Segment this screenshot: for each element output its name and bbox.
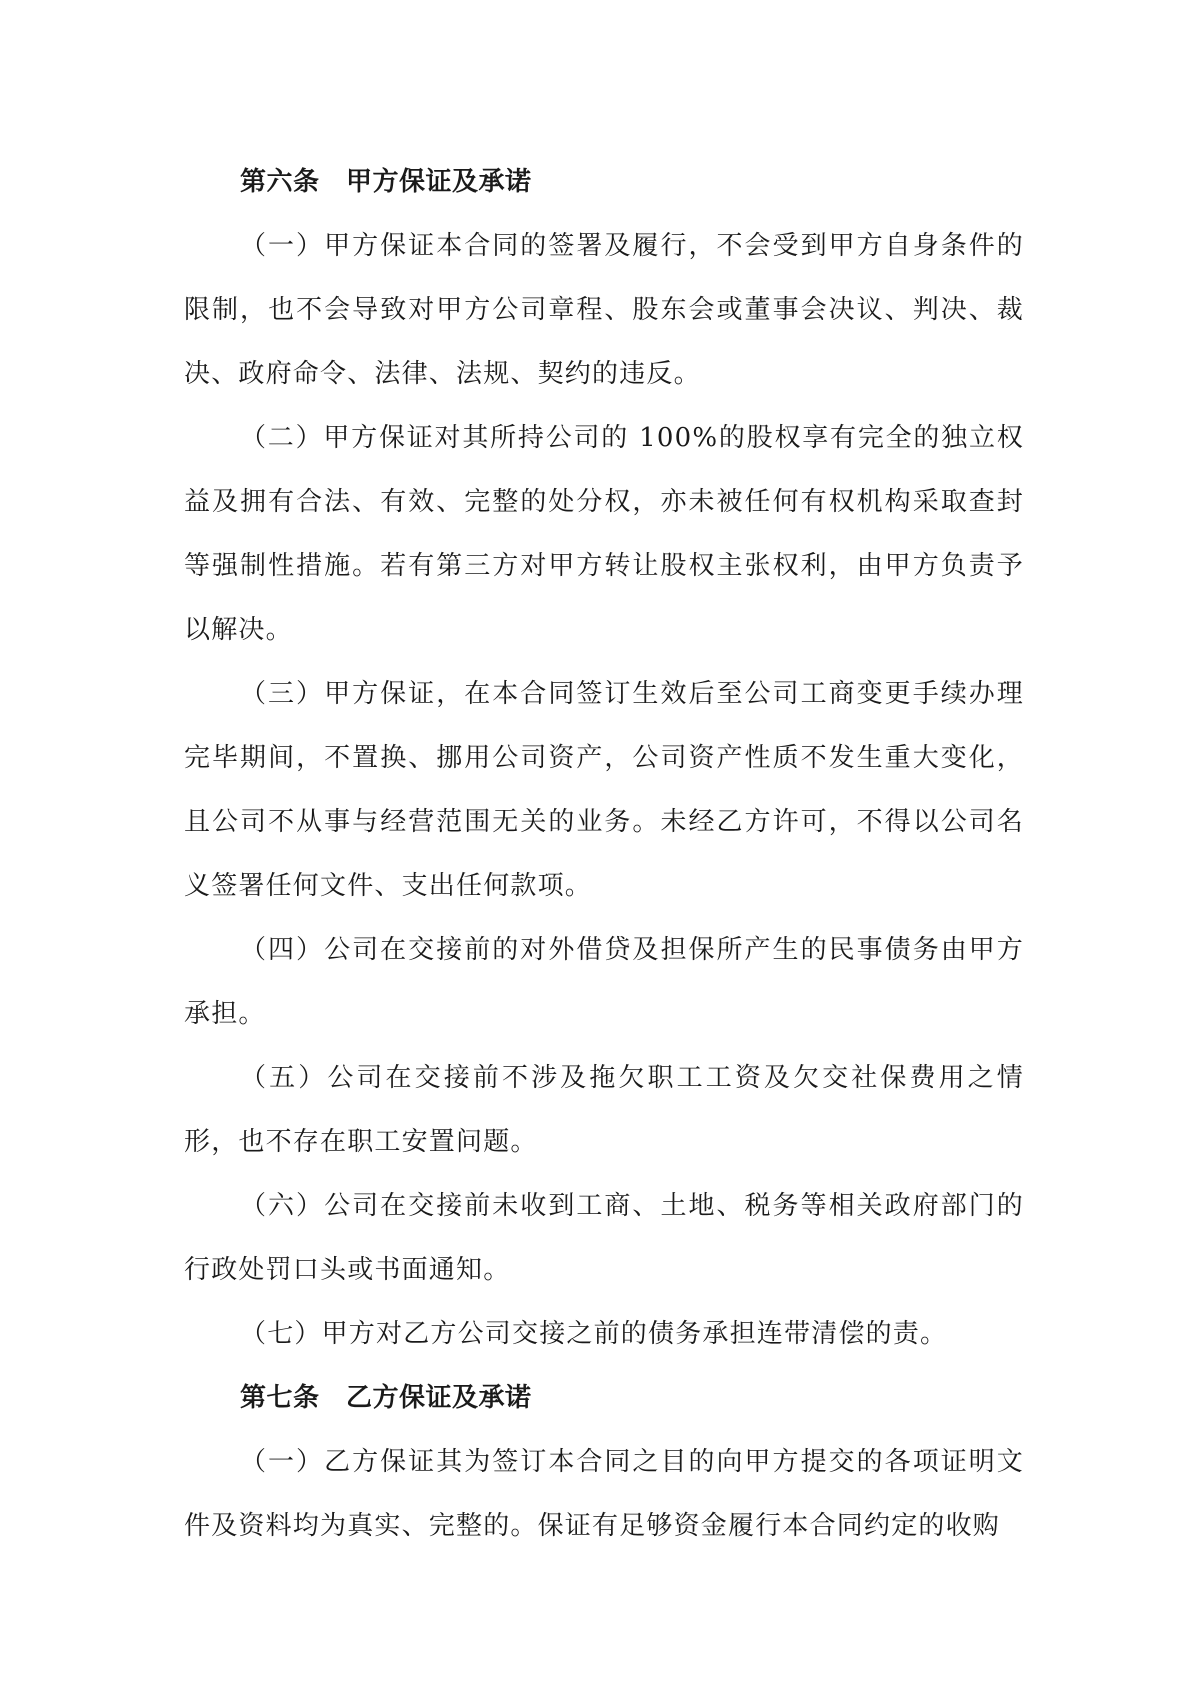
article-6-item-3: （三）甲方保证，在本合同签订生效后至公司工商变更手续办理完毕期间，不置换、挪用公司资产，公司资产性质不发生重大变化，且公司不从事与经营范围无关的业务。未经乙方许可，不得以公司名义签署任何文件、支出任何款项。: [184, 679, 1024, 901]
article-6-item-5: （五）公司在交接前不涉及拖欠职工工资及欠交社保费用之情形，也不存在职工安置问题。: [184, 1063, 1024, 1157]
document-page: [184, 150, 1024, 1558]
article-7-item-1: （一）乙方保证其为签订本合同之目的向甲方提交的各项证明文件及资料均为真实、完整的。保证有足够资金履行本合同约定的收购: [184, 1447, 1024, 1541]
article-6-item-4: （四）公司在交接前的对外借贷及担保所产生的民事债务由甲方承担。: [184, 935, 1024, 1029]
article-6-item-7: （七）甲方对乙方公司交接之前的债务承担连带清偿的责。: [240, 1319, 948, 1349]
article-7-heading: 第七条 乙方保证及承诺: [240, 1383, 532, 1413]
article-6-item-2: （二）甲方保证对其所持公司的 100%的股权享有完全的独立权益及拥有合法、有效、完整的处分权，亦未被任何有权机构采取查封等强制性措施。若有第三方对甲方转让股权主张权利，由甲方负责予以解决。: [184, 423, 1024, 645]
article-6-item-1: （一）甲方保证本合同的签署及履行，不会受到甲方自身条件的限制，也不会导致对甲方公司章程、股东会或董事会决议、判决、裁决、政府命令、法律、法规、契约的违反。: [184, 231, 1024, 389]
article-6-item-6: （六）公司在交接前未收到工商、土地、税务等相关政府部门的行政处罚口头或书面通知。: [184, 1191, 1024, 1285]
article-6-heading: 第六条 甲方保证及承诺: [240, 167, 532, 197]
